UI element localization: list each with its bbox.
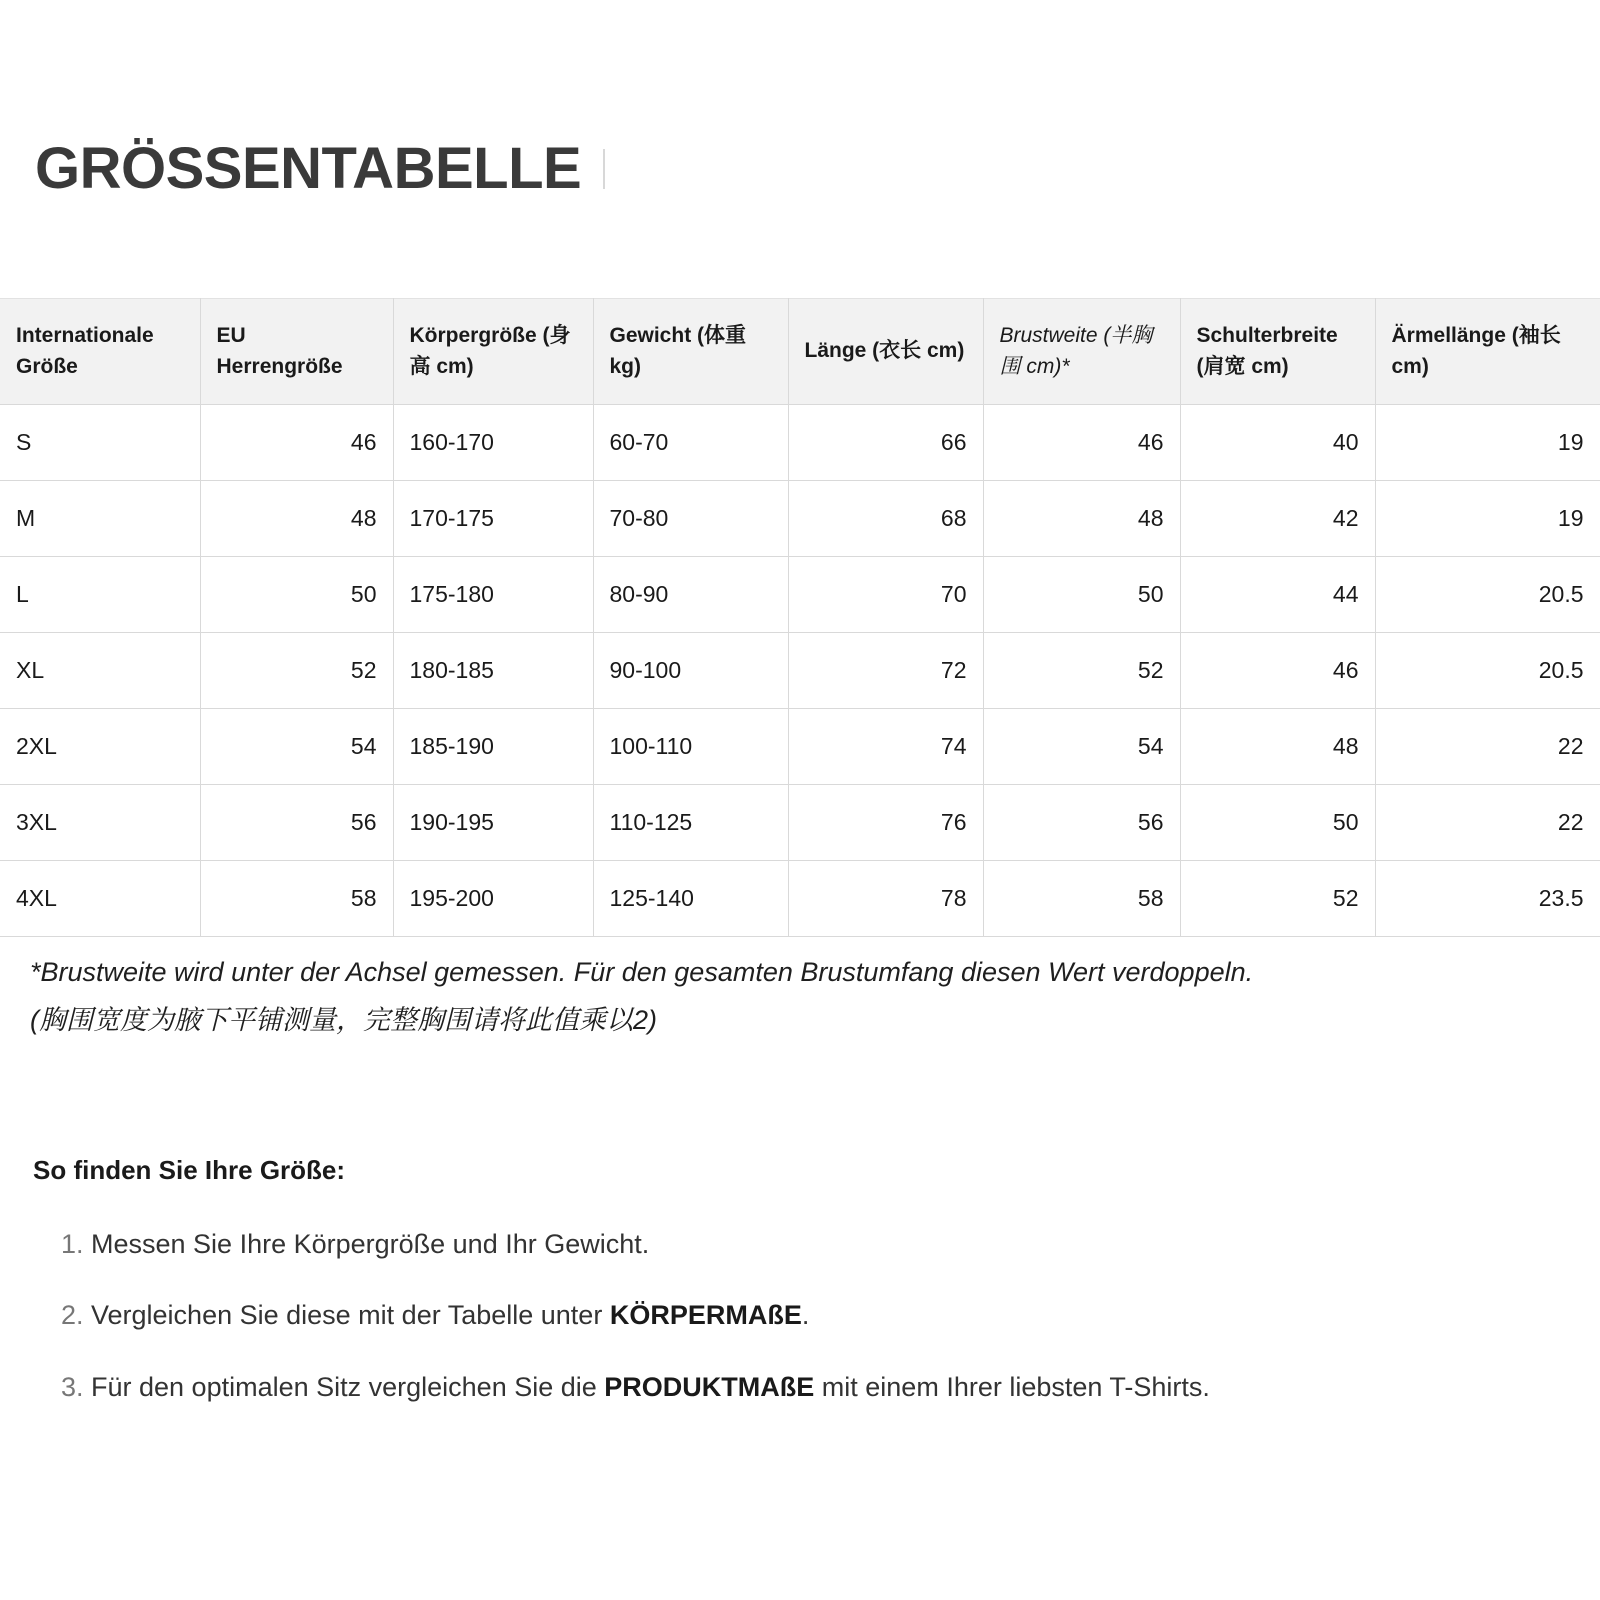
cell-shoulder: 44 [1180,557,1375,633]
column-header-chest-width: Brustweite (半胸围 cm)* [983,299,1180,405]
cell-eu: 52 [200,633,393,709]
cell-size: 3XL [0,785,200,861]
cell-sleeve: 23.5 [1375,861,1600,937]
cell-length: 70 [788,557,983,633]
cell-chest: 54 [983,709,1180,785]
cell-length: 72 [788,633,983,709]
cell-shoulder: 40 [1180,405,1375,481]
cell-size: 4XL [0,861,200,937]
cell-height: 170-175 [393,481,593,557]
list-item [91,1297,1553,1333]
cell-height: 185-190 [393,709,593,785]
howto-step-text: Vergleichen Sie diese mit der Tabelle unter [91,1300,610,1331]
cell-size: L [0,557,200,633]
column-header-length: Länge (衣长 cm) [788,299,983,405]
howto-step-suffix: mit einem Ihrer liebsten T-Shirts. [814,1371,1210,1402]
column-header-sleeve-length: Ärmellänge (袖长 cm) [1375,299,1600,405]
cell-chest: 46 [983,405,1180,481]
cell-length: 74 [788,709,983,785]
cell-weight: 125-140 [593,861,788,937]
cell-height: 190-195 [393,785,593,861]
cell-shoulder: 50 [1180,785,1375,861]
cell-eu: 58 [200,861,393,937]
cell-weight: 80-90 [593,557,788,633]
cell-size: S [0,405,200,481]
column-header-weight: Gewicht (体重 kg) [593,299,788,405]
cell-length: 76 [788,785,983,861]
cell-weight: 70-80 [593,481,788,557]
cell-chest: 48 [983,481,1180,557]
column-header-body-height: Körpergröße (身高 cm) [393,299,593,405]
table-row [0,785,1600,861]
howto-section [33,1155,1553,1440]
table-body [0,405,1600,937]
cell-eu: 50 [200,557,393,633]
cell-chest: 52 [983,633,1180,709]
size-table-wrapper [0,298,1600,937]
cell-sleeve: 20.5 [1375,557,1600,633]
cell-shoulder: 46 [1180,633,1375,709]
cell-height: 175-180 [393,557,593,633]
cell-shoulder: 42 [1180,481,1375,557]
table-row [0,405,1600,481]
table-row [0,557,1600,633]
cell-shoulder: 48 [1180,709,1375,785]
footnote-german: *Brustweite wird unter der Achsel gemessen. Für den gesamten Brustumfang diesen Wert verdoppeln. [30,957,1254,987]
cell-chest: 56 [983,785,1180,861]
footnote [30,952,1430,1042]
cell-chest: 50 [983,557,1180,633]
cell-shoulder: 52 [1180,861,1375,937]
howto-step-emphasis: PRODUKTMAßE [604,1371,815,1402]
cell-sleeve: 19 [1375,405,1600,481]
cell-eu: 54 [200,709,393,785]
table-row [0,861,1600,937]
cell-height: 180-185 [393,633,593,709]
howto-step-text: Messen Sie Ihre Körpergröße und Ihr Gewicht. [91,1229,650,1259]
howto-step-suffix: . [801,1300,810,1331]
cell-size: 2XL [0,709,200,785]
howto-step-text: Für den optimalen Sitz vergleichen Sie die [91,1371,605,1402]
title-row [35,136,605,201]
cell-chest: 58 [983,861,1180,937]
table-header-row [0,299,1600,405]
cell-eu: 56 [200,785,393,861]
cell-sleeve: 22 [1375,709,1600,785]
cell-weight: 90-100 [593,633,788,709]
cell-eu: 48 [200,481,393,557]
cell-eu: 46 [200,405,393,481]
cell-weight: 60-70 [593,405,788,481]
column-header-international-size: Internationale Größe [0,299,200,405]
page-title: GRÖSSENTABELLE [35,136,582,201]
table-row [0,709,1600,785]
cell-weight: 100-110 [593,709,788,785]
list-item [91,1369,1553,1405]
cell-height: 160-170 [393,405,593,481]
column-header-shoulder-width: Schulterbreite (肩宽 cm) [1180,299,1375,405]
footnote-chinese: (胸围宽度为腋下平铺测量，完整胸围请将此值乘以2) [30,1004,657,1035]
cell-height: 195-200 [393,861,593,937]
howto-list [33,1226,1553,1405]
text-cursor-icon [603,149,605,189]
howto-title: So finden Sie Ihre Größe: [33,1155,346,1185]
cell-length: 66 [788,405,983,481]
howto-step-emphasis: KÖRPERMAßE [609,1300,802,1331]
cell-sleeve: 19 [1375,481,1600,557]
size-table [0,298,1600,937]
cell-size: M [0,481,200,557]
cell-sleeve: 22 [1375,785,1600,861]
cell-size: XL [0,633,200,709]
cell-length: 78 [788,861,983,937]
cell-weight: 110-125 [593,785,788,861]
table-row [0,481,1600,557]
list-item [91,1226,1553,1262]
cell-length: 68 [788,481,983,557]
table-row [0,633,1600,709]
column-header-eu-size: EU Herrengröße [200,299,393,405]
cell-sleeve: 20.5 [1375,633,1600,709]
table-header [0,299,1600,405]
